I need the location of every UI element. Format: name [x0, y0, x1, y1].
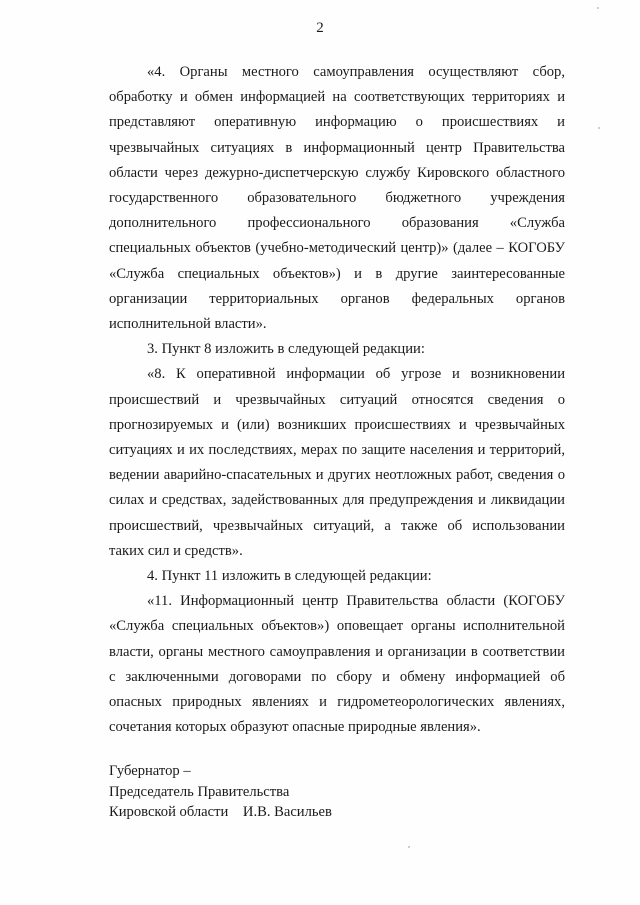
- signature-block: [109, 761, 332, 823]
- amendment-item-3: 3. Пункт 8 изложить в следующей редакции:: [147, 341, 425, 358]
- scan-speck: [598, 127, 600, 129]
- paragraph-item-8-text: «8. К оперативной информации об угрозе и возникновении происшествий и чрезвычайных ситуаций относятся сведения о прогнозируемых и (или) возникших происшествиях и чрезвычайных ситуациях и их последствиях, мерах по защите населения и территорий, ведении аварийно-спасательных и других неотложных работ, сведения о силах и средствах, задействованных для предупреждения и ликвидации происшествий, чрезвычайных ситуаций, а также об использовании таких сил и средств».: [109, 366, 565, 559]
- signature-name-line: Кировской области И.В. Васильев: [109, 804, 332, 820]
- paragraph-item-11-text: «11. Информационный центр Правительства области (КОГОБУ «Служба специальных объектов») оповещает органы исполнительной власти, органы местного самоуправления и организации в соответствии с заключенными договорами по сбору и обмену информацией об опасных природных явлениях и гидрометеорологических явлениях, сочетания которых образуют опасные природные явления».: [109, 593, 565, 736]
- paragraph-item-4-text: «4. Органы местного самоуправления осуществляют сбор, обработку и обмен информацией на соответствующих территориях и представляют оперативную информацию о происшествиях и чрезвычайных ситуациях в информационный центр Правительства области через дежурно-диспетчерскую службу Кировского областного государственного образовательного бюджетного учреждения дополнительного профессионального образования «Служба специальных объектов (учебно-методический центр)» (далее – КОГОБУ «Служба специальных объектов») и в другие заинтересованные организации территориальных органов федеральных органов исполнительной власти».: [109, 64, 565, 333]
- page-number: 2: [316, 20, 324, 36]
- signature-title-line-1: Губернатор –: [109, 763, 191, 779]
- scan-speck: [408, 846, 410, 848]
- document-body: [109, 60, 565, 740]
- amendment-item-4: 4. Пункт 11 изложить в следующей редакции:: [147, 568, 432, 585]
- scan-speck: [597, 7, 599, 9]
- signature-title-line-2: Председатель Правительства: [109, 783, 290, 800]
